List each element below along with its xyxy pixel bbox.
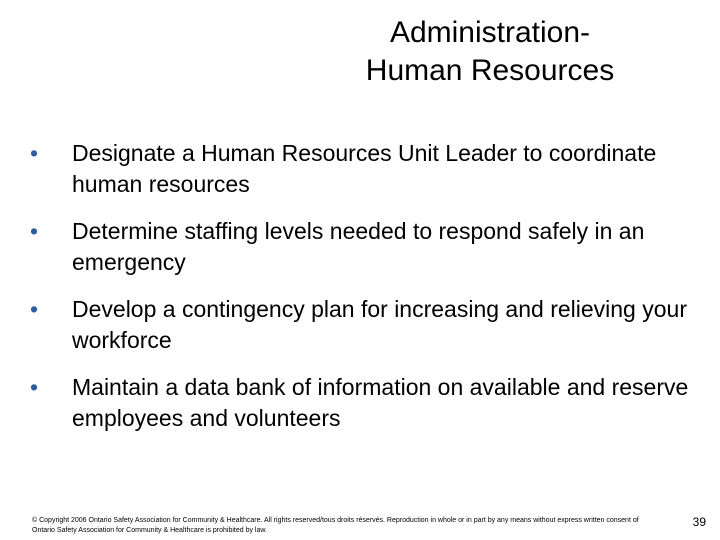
bullet-item: [30, 294, 690, 356]
slide-title-line-2: Human Resources: [365, 54, 615, 87]
bullet-list: [30, 138, 690, 450]
page-number: 39: [692, 515, 706, 529]
slide-title-line-1: Administration-: [389, 16, 591, 49]
bullet-text: Develop a contingency plan for increasing and relieving your workforce: [72, 296, 687, 353]
bullet-icon: •: [30, 140, 39, 166]
copyright-footer: © Copyright 2006 Ontario Safety Association for Community & Healthcare. All rights reserved/tous droits réservés. Reproduction in whole or in part by any means without express written consent of Ontario Safety Association for Community & Healthcare is prohibited by law.: [32, 517, 639, 534]
bullet-icon: •: [30, 296, 39, 322]
bullet-item: [30, 372, 690, 434]
bullet-item: [30, 216, 690, 278]
bullet-item: [30, 138, 690, 200]
bullet-text: Designate a Human Resources Unit Leader to coordinate human resources: [72, 140, 657, 197]
bullet-icon: •: [30, 374, 39, 400]
bullet-icon: •: [30, 218, 39, 244]
bullet-text: Determine staffing levels needed to respond safely in an emergency: [72, 218, 645, 275]
slide-title: [330, 14, 650, 90]
bullet-text: Maintain a data bank of information on available and reserve employees and volunteers: [72, 374, 689, 431]
